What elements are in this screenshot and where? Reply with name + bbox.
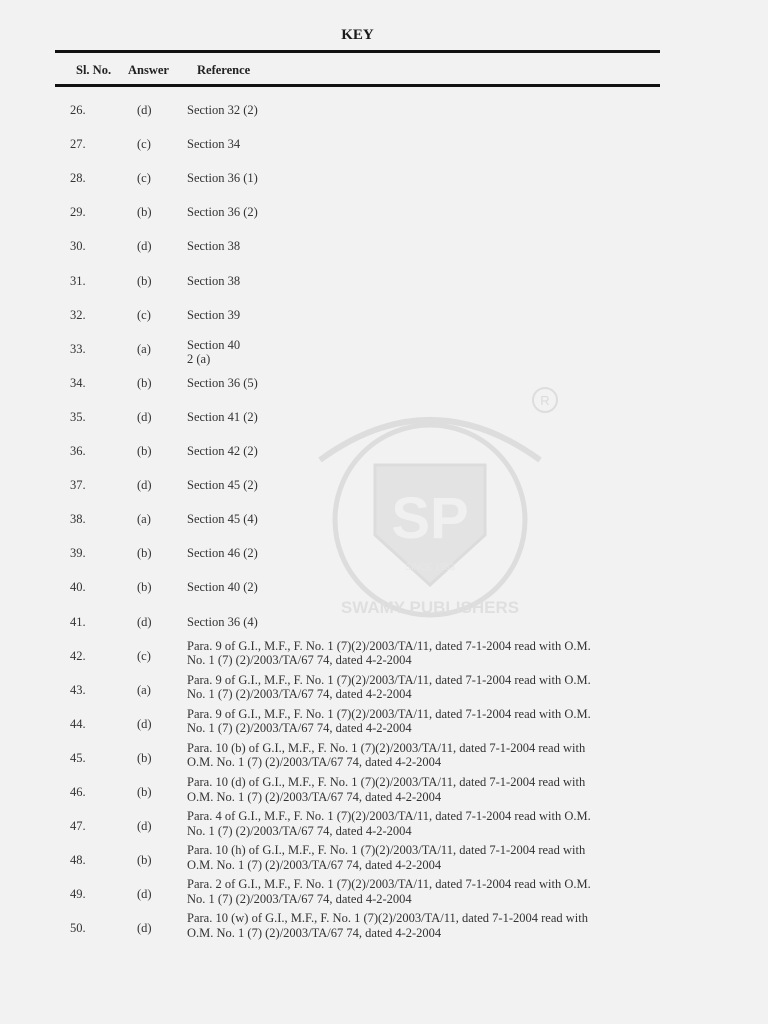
- serial-number: 29.: [70, 205, 86, 220]
- answer-option: (b): [137, 853, 152, 868]
- reference-text: [187, 103, 657, 118]
- reference-text: [187, 444, 657, 459]
- reference-text: [187, 308, 657, 323]
- serial-number: 36.: [70, 444, 86, 458]
- svg-text:SWAMY PUBLISHERS: SWAMY PUBLISHERS: [340, 598, 520, 617]
- reference-text: [187, 741, 657, 770]
- serial-number: 40.: [70, 580, 86, 595]
- reference-text: [187, 205, 657, 220]
- answer-option: (d): [137, 103, 152, 117]
- reference-line: Section 45 (2): [187, 478, 258, 493]
- reference-line: Para. 9 of G.I., M.F., F. No. 1 (7)(2)/2003/TA/11, dated 7-1-2004 read with O.M.: [187, 672, 591, 687]
- answer-option: (d): [137, 921, 152, 936]
- reference-line: Section 40: [187, 337, 241, 352]
- serial-number: 26.: [70, 103, 86, 117]
- reference-text: [187, 639, 657, 668]
- answer-option: (d): [137, 819, 152, 834]
- serial-number: 38.: [70, 512, 86, 527]
- reference-line: Section 38: [187, 239, 241, 254]
- reference-line: Section 41 (2): [187, 409, 258, 424]
- serial-number: 42.: [70, 648, 86, 663]
- serial-number: 37.: [70, 478, 86, 493]
- reference-text: [187, 376, 657, 391]
- answer-option: (a): [137, 512, 151, 527]
- reference-line: Section 36 (4): [187, 614, 258, 629]
- reference-text: [187, 775, 657, 804]
- reference-text: [187, 274, 657, 289]
- reference-text: [187, 137, 657, 152]
- answer-option: (c): [137, 171, 151, 186]
- reference-line: Section 34: [187, 137, 241, 152]
- reference-line: Section 38: [187, 273, 241, 288]
- reference-text: [187, 580, 657, 595]
- reference-line: Section 40 (2): [187, 580, 258, 595]
- serial-number: 48.: [70, 853, 86, 868]
- reference-text: [187, 171, 657, 186]
- reference-text: [187, 707, 657, 736]
- reference-line: Para. 9 of G.I., M.F., F. No. 1 (7)(2)/2003/TA/11, dated 7-1-2004 read with O.M.: [187, 706, 591, 721]
- reference-line: No. 1 (7) (2)/2003/TA/67 74, dated 4-2-2004: [187, 721, 412, 736]
- serial-number: 44.: [70, 716, 86, 731]
- page-title: KEY: [341, 27, 374, 43]
- svg-text:SP: SP: [391, 486, 469, 551]
- answer-option: (b): [137, 375, 152, 390]
- serial-number: 45.: [70, 750, 86, 765]
- reference-line: O.M. No. 1 (7) (2)/2003/TA/67 74, dated 4-2-2004: [187, 925, 442, 940]
- serial-number: 47.: [70, 819, 86, 834]
- reference-text: [187, 615, 657, 630]
- answer-option: (b): [137, 750, 152, 765]
- header-bottom-rule: [55, 84, 660, 87]
- svg-text:R: R: [540, 393, 550, 408]
- serial-number: 33.: [70, 341, 86, 356]
- answer-option: (a): [137, 341, 151, 356]
- serial-number: 35.: [70, 409, 86, 424]
- reference-text: [187, 338, 657, 367]
- serial-number: 27.: [70, 137, 86, 152]
- reference-line: Section 36 (2): [187, 205, 258, 220]
- serial-number: 49.: [70, 887, 86, 902]
- reference-text: [187, 546, 657, 561]
- answer-option: (d): [137, 614, 152, 629]
- serial-number: 39.: [70, 546, 86, 561]
- answer-option: (a): [137, 682, 151, 697]
- serial-number: 28.: [70, 171, 86, 186]
- header-top-rule: [55, 50, 660, 53]
- answer-option: (b): [137, 205, 152, 220]
- reference-line: Para. 2 of G.I., M.F., F. No. 1 (7)(2)/2003/TA/11, dated 7-1-2004 read with O.M.: [187, 877, 591, 892]
- serial-number: 43.: [70, 682, 86, 697]
- answer-option: (b): [137, 444, 152, 458]
- reference-line: Section 32 (2): [187, 103, 258, 117]
- reference-line: O.M. No. 1 (7) (2)/2003/TA/67 74, dated 4-2-2004: [187, 857, 442, 872]
- reference-line: Para. 10 (b) of G.I., M.F., F. No. 1 (7)(2)/2003/TA/11, dated 7-1-2004 read with: [187, 740, 586, 755]
- serial-number: 32.: [70, 307, 86, 322]
- reference-text: [187, 512, 657, 527]
- reference-line: Section 45 (4): [187, 512, 258, 527]
- reference-line: No. 1 (7) (2)/2003/TA/67 74, dated 4-2-2004: [187, 891, 412, 906]
- reference-line: No. 1 (7) (2)/2003/TA/67 74, dated 4-2-2004: [187, 823, 412, 838]
- reference-text: [187, 911, 657, 940]
- reference-line: Section 46 (2): [187, 546, 258, 561]
- reference-line: No. 1 (7) (2)/2003/TA/67 74, dated 4-2-2004: [187, 653, 412, 668]
- answer-option: (d): [137, 409, 152, 424]
- reference-line: Section 39: [187, 307, 241, 322]
- reference-text: [187, 239, 657, 254]
- answer-option: (d): [137, 716, 152, 731]
- reference-line: Para. 10 (d) of G.I., M.F., F. No. 1 (7)(2)/2003/TA/11, dated 7-1-2004 read with: [187, 775, 586, 789]
- reference-line: Para. 10 (w) of G.I., M.F., F. No. 1 (7)(2)/2003/TA/11, dated 7-1-2004 read with: [187, 911, 588, 926]
- answer-option: (b): [137, 785, 152, 799]
- reference-text: [187, 673, 657, 702]
- serial-number: 34.: [70, 375, 86, 390]
- reference-line: Section 36 (1): [187, 171, 258, 186]
- reference-line: No. 1 (7) (2)/2003/TA/67 74, dated 4-2-2004: [187, 687, 412, 702]
- column-header-answer: Answer: [128, 63, 169, 77]
- column-header-sl-no: Sl. No.: [76, 63, 112, 77]
- answer-option: (b): [137, 273, 152, 288]
- reference-line: Para. 9 of G.I., M.F., F. No. 1 (7)(2)/2003/TA/11, dated 7-1-2004 read with O.M.: [187, 638, 591, 653]
- answer-option: (b): [137, 546, 152, 561]
- reference-line: Section 36 (5): [187, 375, 258, 390]
- reference-text: [187, 843, 657, 872]
- column-header-reference: Reference: [197, 63, 251, 77]
- reference-line: Para. 10 (h) of G.I., M.F., F. No. 1 (7)(2)/2003/TA/11, dated 7-1-2004 read with: [187, 843, 586, 858]
- reference-line: Para. 4 of G.I., M.F., F. No. 1 (7)(2)/2003/TA/11, dated 7-1-2004 read with O.M.: [187, 809, 591, 824]
- serial-number: 46.: [70, 785, 86, 799]
- reference-text: [187, 877, 657, 906]
- answer-option: (c): [137, 648, 151, 663]
- reference-text: [187, 809, 657, 838]
- answer-option: (c): [137, 307, 151, 322]
- serial-number: 41.: [70, 614, 86, 629]
- serial-number: 31.: [70, 273, 86, 288]
- serial-number: 30.: [70, 239, 86, 254]
- answer-option: (b): [137, 580, 152, 595]
- reference-line: O.M. No. 1 (7) (2)/2003/TA/67 74, dated 4-2-2004: [187, 755, 442, 770]
- reference-text: [187, 410, 657, 425]
- answer-option: (d): [137, 887, 152, 902]
- svg-text:SINCE 1953: SINCE 1953: [404, 562, 456, 572]
- answer-option: (c): [137, 137, 151, 152]
- reference-text: [187, 478, 657, 493]
- answer-option: (d): [137, 239, 152, 254]
- reference-line: O.M. No. 1 (7) (2)/2003/TA/67 74, dated 4-2-2004: [187, 789, 442, 804]
- answer-option: (d): [137, 478, 152, 493]
- reference-line: 2 (a): [187, 352, 211, 367]
- serial-number: 50.: [70, 921, 86, 936]
- reference-line: Section 42 (2): [187, 444, 258, 458]
